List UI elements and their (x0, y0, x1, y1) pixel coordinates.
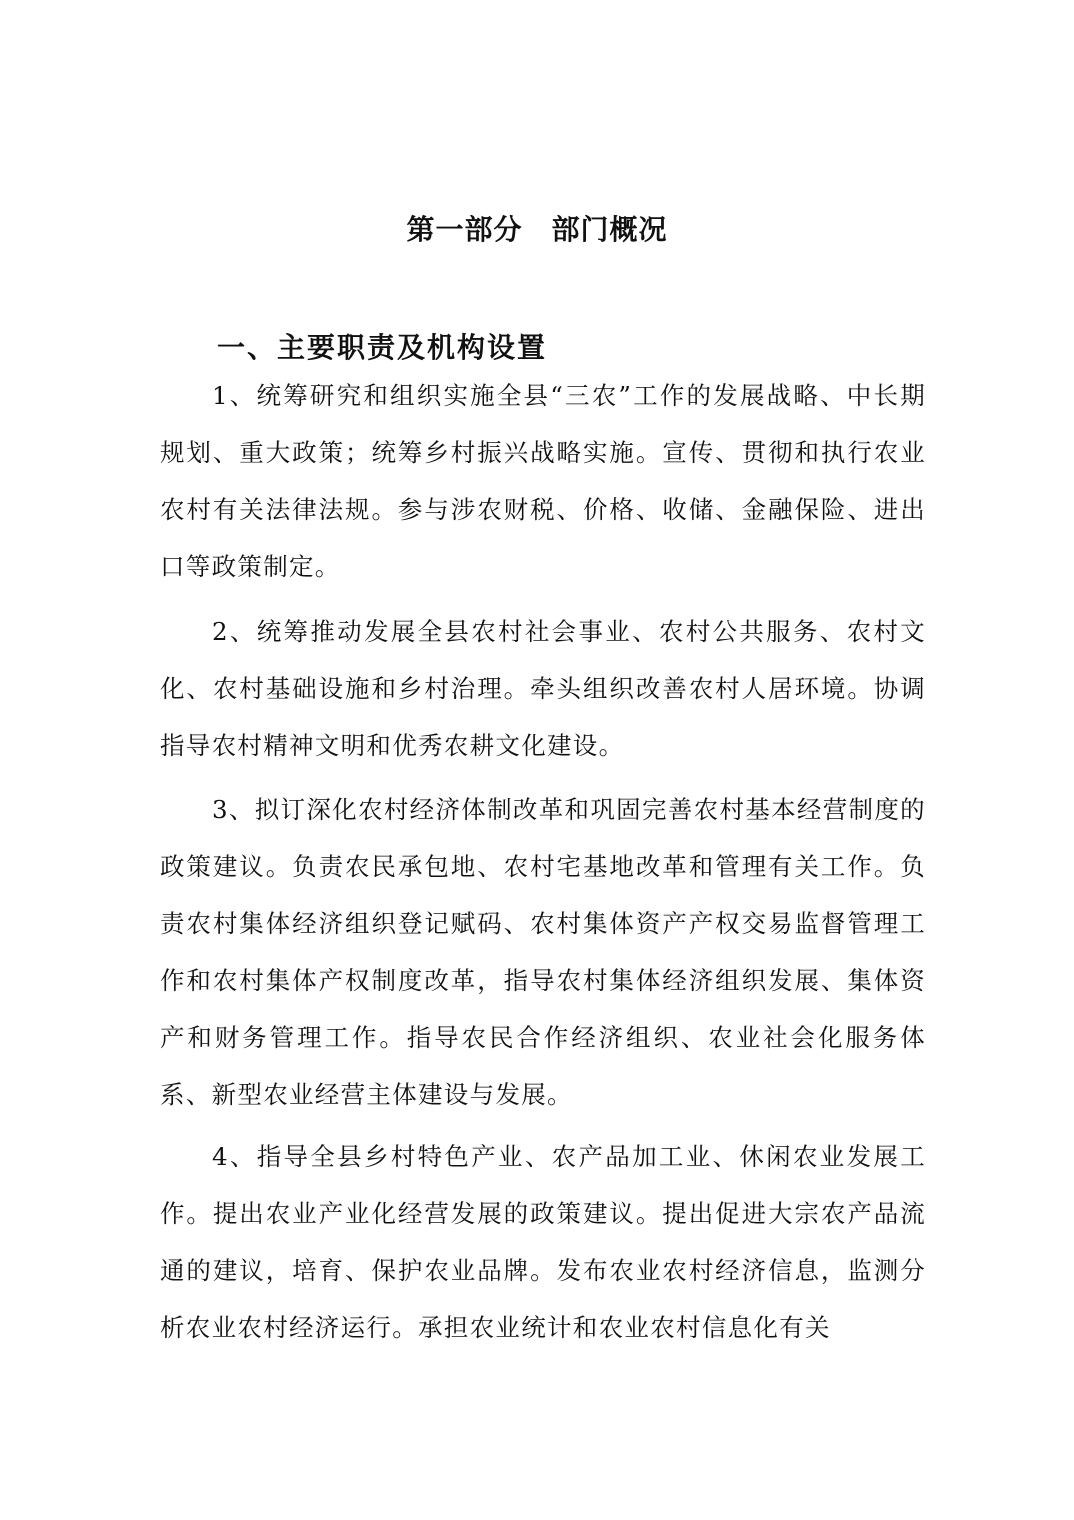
paragraph-4: 4、指导全县乡村特色产业、农产品加工业、休闲农业发展工作。提出农业产业化经营发展的政策建议。提出促进大宗农产品流通的建议，培育、保护农业品牌。发布农业农村经济信息，监测分析农业农村经济运行。承担农业统计和农业农村信息化有关 (160, 1142, 926, 1342)
paragraph-2: 2、统筹推动发展全县农村社会事业、农村公共服务、农村文化、农村基础设施和乡村治理。牵头组织改善农村人居环境。协调指导农村精神文明和优秀农耕文化建设。 (160, 617, 926, 760)
part-title: 第一部分 部门概况 (406, 213, 668, 246)
paragraph-3: 3、拟订深化农村经济体制改革和巩固完善农村基本经营制度的政策建议。负责农民承包地、农村宅基地改革和管理有关工作。负责农村集体经济组织登记赋码、农村集体资产产权交易监督管理工作和农村集体产权制度改革，指导农村集体经济组织发展、集体资产和财务管理工作。指导农民合作经济组织、农业社会化服务体系、新型农业经营主体建设与发展。 (160, 795, 926, 1109)
section-heading: 一、主要职责及机构设置 (217, 331, 548, 364)
paragraph-1: 1、统筹研究和组织实施全县“三农”工作的发展战略、中长期规划、重大政策；统筹乡村振兴战略实施。宣传、贯彻和执行农业农村有关法律法规。参与涉农财税、价格、收储、金融保险、进出口等政策制定。 (160, 381, 926, 581)
